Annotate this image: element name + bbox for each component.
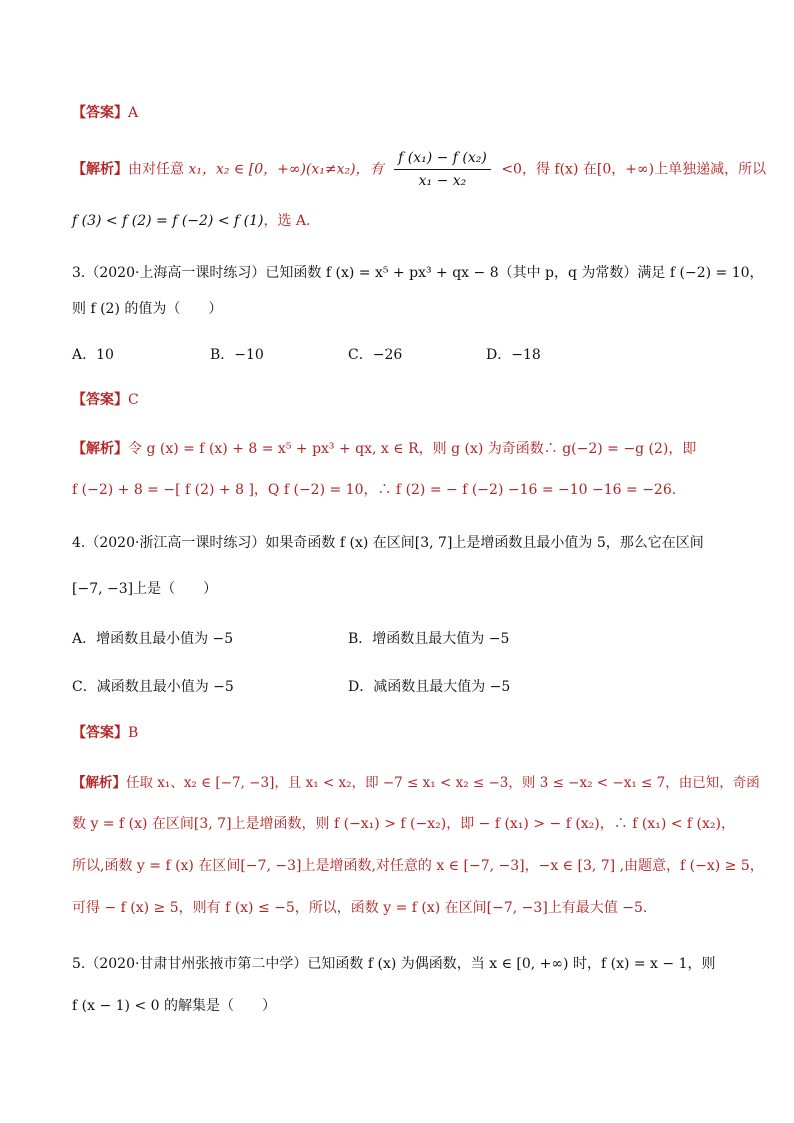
analysis-text: f (−2) + 8 = −[ f (2) + 8 ]，Q f (−2) = 10，∴ f (2) = − f (−2) −16 = −10 −16 = −26.: [72, 482, 677, 498]
analysis-text: 由对任意: [128, 161, 184, 178]
option-d: D．−18: [486, 347, 541, 363]
q3-analysis-line2: [72, 479, 730, 499]
q2-analysis-line2: [72, 210, 730, 230]
analysis-math: f (3) < f (2) = f (−2) < f (1): [72, 213, 264, 229]
answer-value: A: [128, 105, 139, 121]
q4-analysis-line1: [72, 771, 760, 791]
analysis-text: 令 g (x) = f (x) + 8 = x⁵ + px³ + qx, x ∈ R，则 g (x) 为奇函数∴ g(−2) = −g (2)，即: [128, 441, 697, 457]
answer-tag: 【答案】: [72, 725, 128, 741]
q3-stem-line1: 3.（2020·上海高一课时练习）已知函数 f (x) = x⁵ + px³ + qx − 8（其中 p，q 为常数）满足 f (−2) = 10，: [72, 265, 764, 281]
q4-analysis-line4: [72, 897, 730, 917]
q4-analysis-line3: [72, 855, 764, 875]
q2-analysis-line1: [72, 150, 767, 189]
option-c: C．减函数且最小值为 −5: [72, 679, 234, 695]
q4-stem-line1: 4.（2020·浙江高一课时练习）如果奇函数 f (x) 在区间[3, 7]上是增函数且最小值为 5，那么它在区间: [72, 535, 704, 551]
fraction-denominator: x₁ − x₂: [418, 173, 467, 189]
q5-stem-line1: 5.（2020·甘肃甘州张掖市第二中学）已知函数 f (x) 为偶函数，当 x ∈ [0, +∞) 时，f (x) = x − 1，则: [72, 956, 716, 972]
fraction: [394, 150, 491, 189]
analysis-text: 可得 − f (x) ≥ 5，则有 f (x) ≤ −5，所以，函数 y = f (x) 在区间[−7, −3]上有最大值 −5.: [72, 900, 648, 916]
fraction-numerator: f (x₁) − f (x₂): [394, 150, 491, 170]
analysis-math: x₁，x₂ ∈ [0，+∞)(x₁≠x₂)，有: [188, 161, 384, 178]
q3-analysis-line1: [72, 438, 730, 458]
answer-tag: 【答案】: [72, 392, 128, 408]
analysis-text: 所以,函数 y = f (x) 在区间[−7, −3]上是增函数,对任意的 x ∈ [−7, −3]，−x ∈ [3, 7] ,由题意，f (−x) ≥ 5，: [72, 858, 764, 874]
q4-answer: [72, 722, 730, 742]
q5-stem-line2: f (x − 1) < 0 的解集是（ ）: [72, 998, 276, 1014]
answer-value: B: [128, 725, 139, 741]
analysis-tag: 【解析】: [72, 441, 128, 457]
q2-answer: [72, 102, 730, 122]
option-a: A．增函数且最小值为 −5: [72, 631, 234, 647]
option-c: C．−26: [348, 347, 403, 363]
analysis-text: 任取 x₁、x₂ ∈ [−7, −3]，且 x₁ < x₂，即 −7 ≤ x₁ < x₂ ≤ −3，则 3 ≤ −x₂ < −x₁ ≤ 7，由已知，奇函: [126, 775, 760, 791]
option-b: B．增函数且最大值为 −5: [348, 631, 510, 647]
analysis-text: ，选 A.: [263, 213, 311, 229]
q4-stem-line2: [−7, −3]上是（ ）: [72, 581, 218, 597]
q3-answer: [72, 389, 730, 409]
q4-analysis-line2: [72, 813, 735, 833]
analysis-text: <0，得 f(x) 在[0，+∞)上单独递减，所以: [501, 161, 767, 178]
q3-stem-line2: 则 f (2) 的值为（ ）: [72, 301, 223, 317]
answer-value: C: [128, 392, 139, 408]
analysis-tag: 【解析】: [72, 161, 128, 178]
option-a: A．10: [72, 347, 114, 363]
analysis-tag: 【解析】: [72, 775, 126, 791]
option-d: D．减函数且最大值为 −5: [348, 679, 511, 695]
answer-tag: 【答案】: [72, 105, 128, 121]
option-b: B．−10: [210, 347, 264, 363]
analysis-text: 数 y = f (x) 在区间[3, 7]上是增函数，则 f (−x₁) > f (−x₂)，即 − f (x₁) > − f (x₂)，∴ f (x₁) < f (x₂)，: [72, 816, 735, 832]
